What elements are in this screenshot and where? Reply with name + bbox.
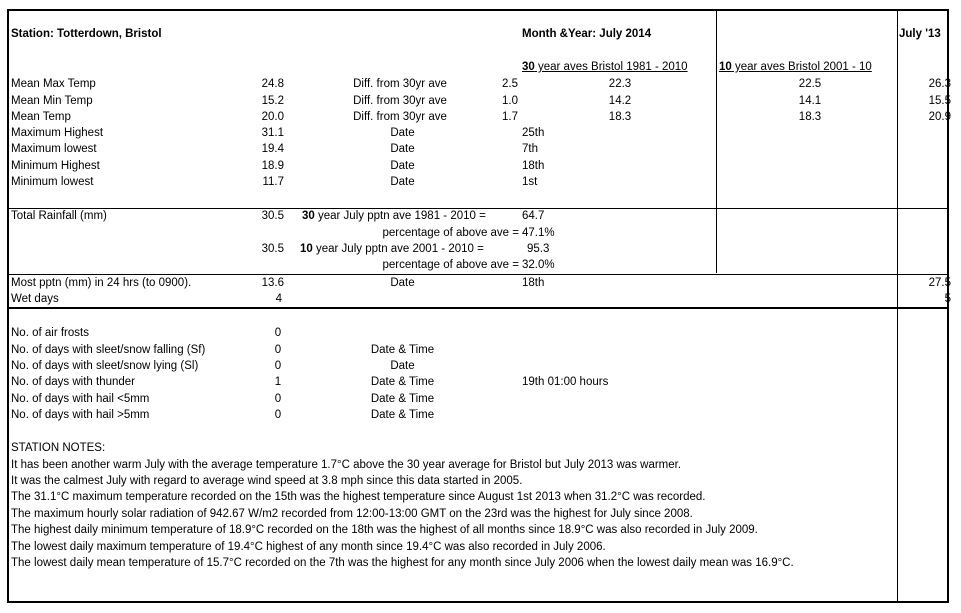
wet-days-value: 4 <box>275 293 282 305</box>
event-date: 19th 01:00 hours <box>522 376 609 388</box>
event-mid-label: Date & Time <box>370 393 435 405</box>
temp-date: 1st <box>522 176 538 188</box>
rain-30yr-ave-line: 30 year July pptn ave 1981 - 2010 = <box>302 210 486 222</box>
ave30-header: 30 year aves Bristol 1981 - 2010 <box>522 61 688 73</box>
notes-title: STATION NOTES: <box>11 442 106 454</box>
temp-prev: 26.3 <box>928 78 951 90</box>
temp-ave10: 18.3 <box>798 111 822 123</box>
ave10-header: 10 year aves Bristol 2001 - 10 <box>719 61 872 73</box>
event-mid-label: Date & Time <box>370 376 435 388</box>
note-line: The lowest daily maximum temperature of 19.4°C highest of any month since 19.4°C was also recorded in July 2006. <box>11 541 606 553</box>
prev-year-title: July '13 <box>899 28 941 40</box>
event-label: No. of days with sleet/snow lying (Sl) <box>11 360 199 372</box>
event-value: 0 <box>274 344 282 356</box>
note-line: It has been another warm July with the average temperature 1.7°C above the 30 year average for Bristol but July 2013 was warmer. <box>11 459 682 471</box>
rain-10yr-pct-value: 32.0% <box>522 259 555 271</box>
temp-mid-label: Date <box>390 127 415 139</box>
wet-days-prev: 5 <box>944 293 951 305</box>
event-mid-label: Date <box>390 360 415 372</box>
event-label: No. of air frosts <box>11 327 89 339</box>
rain-10yr-ave-value: 95.3 <box>527 243 550 255</box>
note-line: The 31.1°C maximum temperature recorded on the 15th was the highest temperature since August 1st 2013 when 31.2°C was recorded. <box>11 491 706 503</box>
event-value: 0 <box>274 360 282 372</box>
temp-ave30: 22.3 <box>608 78 632 90</box>
rain-10yr-ave-line: 10 year July pptn ave 2001 - 2010 = <box>300 243 484 255</box>
temp-ave30: 14.2 <box>608 95 632 107</box>
wet-days-label: Wet days <box>11 293 59 305</box>
temp-diff: 1.0 <box>502 95 518 107</box>
temp-value: 11.7 <box>262 176 284 188</box>
pptn-value: 13.6 <box>261 277 284 289</box>
pptn-date: 18th <box>522 277 545 289</box>
temp-date: 25th <box>522 127 545 139</box>
rain-30yr-ave-value: 64.7 <box>522 210 545 222</box>
temp-label: Mean Min Temp <box>11 95 93 107</box>
temp-diff: 1.7 <box>502 111 518 123</box>
temp-value: 15.2 <box>261 95 284 107</box>
rain-value-1: 30.5 <box>261 210 284 222</box>
event-label: No. of days with sleet/snow falling (Sf) <box>11 344 206 356</box>
note-line: It was the calmest July with regard to average wind speed at 3.8 mph since this data started in 2005. <box>11 475 523 487</box>
temp-value: 18.9 <box>261 160 284 172</box>
temp-ave10: 22.5 <box>798 78 822 90</box>
rain-30yr-pct-label: percentage of above ave = <box>382 227 519 239</box>
note-line: The highest daily minimum temperature of 18.9°C recorded on the 18th was the highest of all months since 18.9°C was also recorded in July 2009. <box>11 524 758 536</box>
temp-prev: 20.9 <box>928 111 951 123</box>
temp-value: 24.8 <box>261 78 284 90</box>
divider-10yr-column <box>716 11 717 273</box>
temp-mid-label: Diff. from 30yr ave <box>353 78 447 90</box>
temp-value: 19.4 <box>261 143 284 155</box>
event-mid-label: Date & Time <box>370 344 435 356</box>
note-line: The maximum hourly solar radiation of 942.67 W/m2 recorded from 12:00-13:00 GMT on the 23rd was the highest for July since 2008. <box>11 508 693 520</box>
temp-label: Maximum Highest <box>11 127 104 139</box>
pptn-mid-label: Date <box>390 277 415 289</box>
pptn-prev: 27.5 <box>928 277 951 289</box>
temp-label: Minimum lowest <box>11 176 94 188</box>
event-value: 1 <box>274 376 282 388</box>
temp-value: 20.0 <box>261 111 284 123</box>
rain-30yr-pct-value: 47.1% <box>522 227 555 239</box>
event-label: No. of days with thunder <box>11 376 136 388</box>
rain-10yr-pct-label: percentage of above ave = <box>382 259 519 271</box>
temp-mid-label: Diff. from 30yr ave <box>353 95 447 107</box>
temp-label: Mean Max Temp <box>11 78 96 90</box>
station-title: Station: Totterdown, Bristol <box>11 28 162 40</box>
event-label: No. of days with hail >5mm <box>11 409 150 421</box>
temp-ave30: 18.3 <box>608 111 632 123</box>
event-value: 0 <box>274 327 282 339</box>
temp-diff: 2.5 <box>502 78 518 90</box>
temp-mid-label: Date <box>390 176 415 188</box>
event-mid-label: Date & Time <box>370 409 435 421</box>
temp-label: Mean Temp <box>11 111 71 123</box>
temp-value: 31.1 <box>261 127 284 139</box>
divider-after-rain <box>8 274 948 275</box>
temp-mid-label: Date <box>390 160 415 172</box>
note-line: The lowest daily mean temperature of 15.7°C recorded on the 7th was the highest for any month since July 2006 when the lowest daily mean was 16.9°C. <box>11 557 794 569</box>
temp-mid-label: Date <box>390 143 415 155</box>
temp-prev: 15.5 <box>928 95 951 107</box>
pptn-label: Most pptn (mm) in 24 hrs (to 0900). <box>11 277 192 289</box>
rain-value-2: 30.5 <box>261 243 284 255</box>
temp-label: Maximum lowest <box>11 143 97 155</box>
event-label: No. of days with hail <5mm <box>11 393 150 405</box>
temp-mid-label: Diff. from 30yr ave <box>353 111 447 123</box>
temp-date: 7th <box>522 143 538 155</box>
temp-date: 18th <box>522 160 545 172</box>
rain-label: Total Rainfall (mm) <box>11 210 107 222</box>
divider-after-pptn <box>8 307 948 309</box>
month-year-title: Month &Year: July 2014 <box>522 28 652 40</box>
event-value: 0 <box>274 393 282 405</box>
temp-label: Minimum Highest <box>11 160 100 172</box>
temp-ave10: 14.1 <box>798 95 822 107</box>
event-value: 0 <box>274 409 282 421</box>
